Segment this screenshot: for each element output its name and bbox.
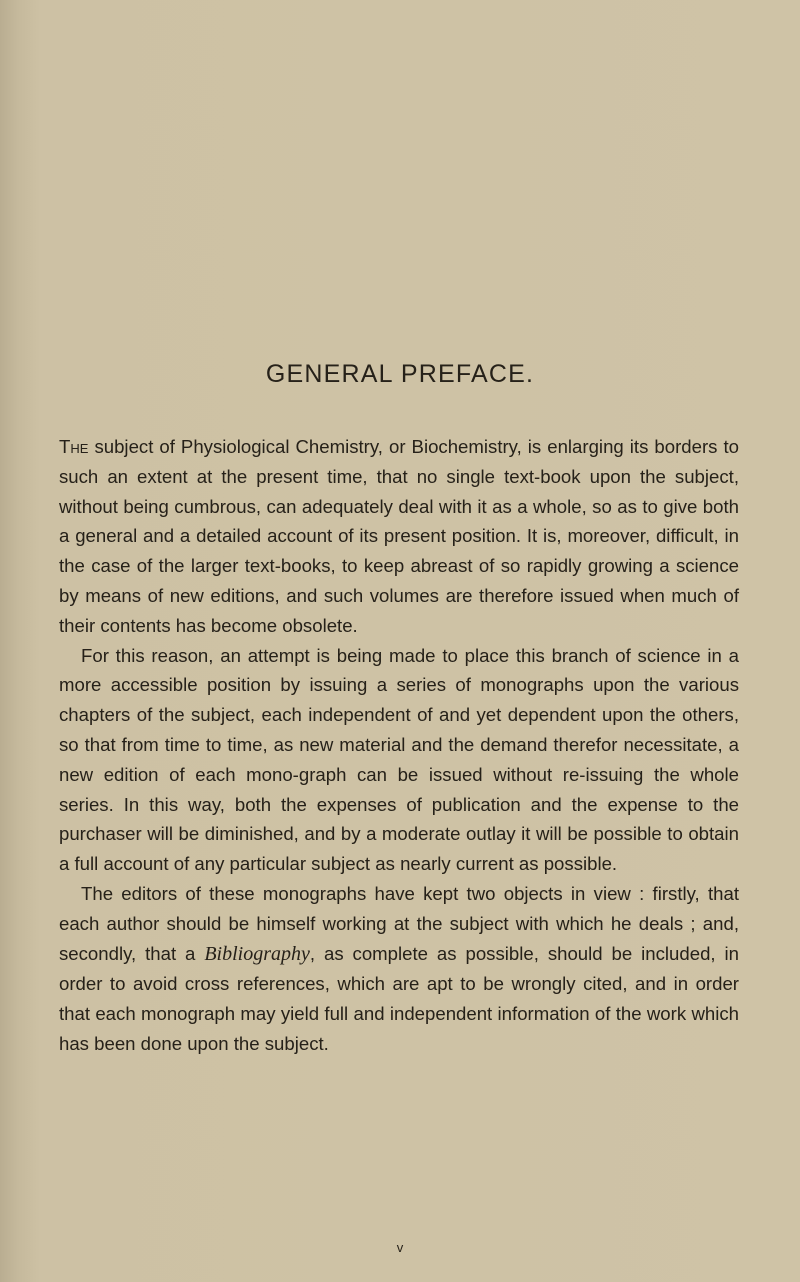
page-number: v [396, 1240, 404, 1255]
paragraph-2: For this reason, an attempt is being made to place this branch of science in a more accessible position by issuing a series of monographs upon the various chapters of the subject, each independent of and yet dependent upon the others, so that from time to time, as new material and the demand therefor necessitate, a new edition of each mono-graph can be issued without re-issuing the whole series. In this way, both the expenses of publication and the expense to the purchaser will be diminished, and by a moderate outlay it will be possible to obtain a full account of any particular subject as nearly current as possible. [59, 644, 739, 875]
paragraph-3 [59, 879, 739, 1059]
paragraph-3-after: , as complete as possible, should be included, in order to avoid cross references, which are apt to be wrongly cited, and in order that each monograph may yield full and independent information of the work which has been done upon the subject. [59, 942, 739, 1054]
paragraph-1-text: subject of Physiological Chemistry, or Biochemistry, is enlarging its borders to such an extent at the present time, that no single text-book upon the subject, without being cumbrous, can adequately deal with it as a whole, so as to give both a general and a detailed account of its present position. It is, moreover, difficult, in the case of the larger text-books, to keep abreast of so rapidly growing a science by means of new editions, and such volumes are therefore issued when much of their contents has become obsolete. [59, 436, 739, 636]
bibliography-term: Bibliography [204, 942, 310, 965]
paragraph-3-before: The editors of these monographs have kept two objects in view : firstly, that each author should be himself working at the subject with which he deals ; and, secondly, that a [59, 882, 739, 964]
paragraph-1 [59, 432, 739, 641]
page-title: GENERAL PREFACE. [265, 360, 535, 388]
paragraph-1-lead: The [59, 436, 89, 457]
preface-body [59, 432, 739, 1059]
